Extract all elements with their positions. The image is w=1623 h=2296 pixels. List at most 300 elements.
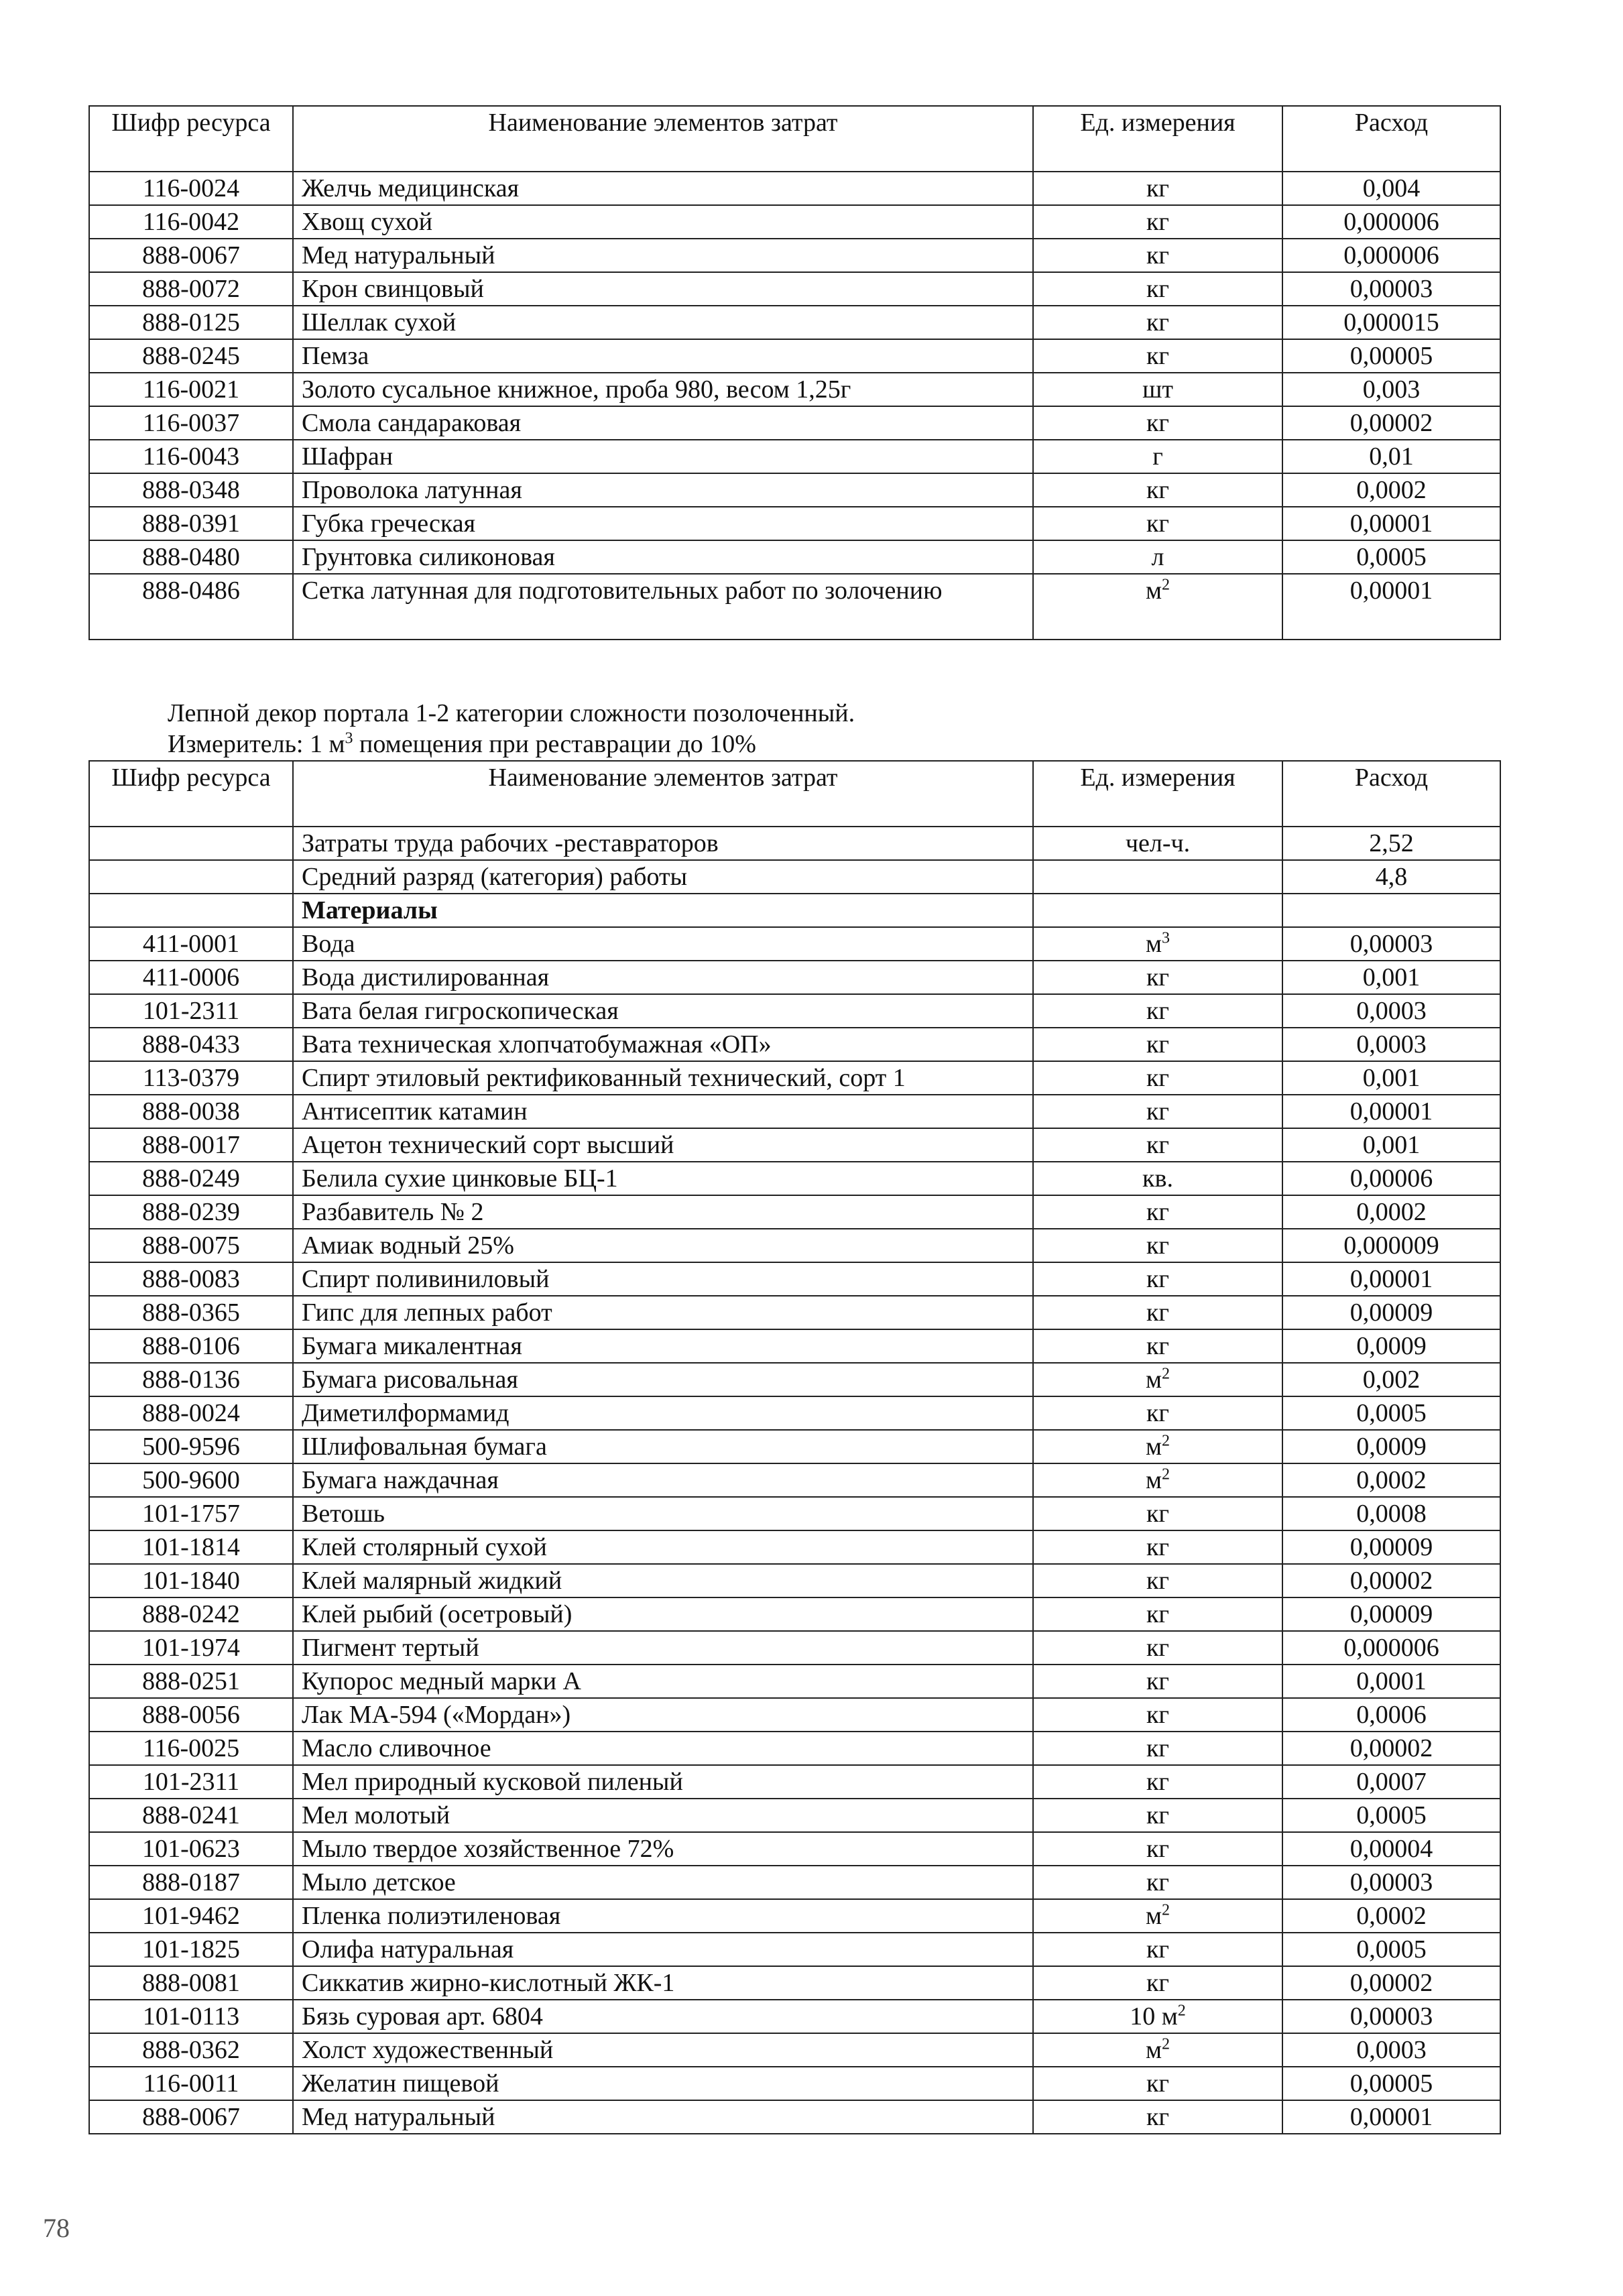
resource-name bbox=[293, 927, 1033, 961]
resource-unit-text: 10 м bbox=[1130, 2002, 1178, 2031]
table-row bbox=[89, 574, 1500, 640]
table-row bbox=[89, 1765, 1500, 1799]
resource-table-1 bbox=[88, 105, 1501, 640]
resource-name bbox=[293, 2067, 1033, 2100]
resource-code-text: 888-0486 bbox=[142, 577, 240, 605]
resource-unit bbox=[1033, 1363, 1282, 1396]
resource-name-text: Клей рыбий (осетровый) bbox=[302, 1600, 573, 1628]
resource-unit-text: г bbox=[1152, 442, 1163, 471]
resource-code bbox=[89, 272, 293, 306]
resource-code-text: 888-0348 bbox=[142, 476, 240, 504]
resource-name bbox=[293, 1262, 1033, 1296]
resource-code bbox=[89, 1732, 293, 1765]
resource-quantity bbox=[1282, 440, 1500, 473]
resource-unit bbox=[1033, 994, 1282, 1028]
resource-unit bbox=[1033, 1497, 1282, 1530]
resource-quantity-text: 0,00001 bbox=[1349, 577, 1433, 605]
unit-exponent: 2 bbox=[1162, 1365, 1170, 1383]
resource-quantity bbox=[1282, 1564, 1500, 1597]
resource-code bbox=[89, 306, 293, 339]
table-row bbox=[89, 2000, 1500, 2033]
resource-name-text: Вода bbox=[302, 930, 355, 958]
resource-name-text: Клей малярный жидкий bbox=[302, 1567, 562, 1595]
resource-code bbox=[89, 1966, 293, 2000]
resource-name-text: Купорос медный марки А bbox=[302, 1667, 581, 1695]
resource-unit bbox=[1033, 473, 1282, 507]
resource-unit bbox=[1033, 927, 1282, 961]
resource-quantity bbox=[1282, 1363, 1500, 1396]
resource-unit-text: л bbox=[1151, 543, 1164, 571]
resource-code bbox=[89, 1665, 293, 1698]
resource-unit bbox=[1033, 860, 1282, 894]
resource-code bbox=[89, 540, 293, 574]
resource-quantity bbox=[1282, 1128, 1500, 1162]
resource-code-text: 116-0024 bbox=[142, 174, 240, 202]
resource-unit-text: кг bbox=[1146, 1701, 1170, 1729]
resource-quantity bbox=[1282, 172, 1500, 205]
resource-name bbox=[293, 1966, 1033, 2000]
resource-name bbox=[293, 1530, 1033, 1564]
resource-code bbox=[89, 827, 293, 860]
resource-quantity-text: 4,8 bbox=[1375, 863, 1408, 891]
table-row bbox=[89, 860, 1500, 894]
resource-unit bbox=[1033, 894, 1282, 927]
resource-code bbox=[89, 1128, 293, 1162]
resource-name-text: Крон свинцовый bbox=[302, 275, 484, 303]
resource-name bbox=[293, 1028, 1033, 1061]
resource-name bbox=[293, 1832, 1033, 1866]
resource-name bbox=[293, 1229, 1033, 1262]
resource-quantity-text: 0,00001 bbox=[1349, 1097, 1433, 1126]
resource-name bbox=[293, 1363, 1033, 1396]
resource-unit-text: кг bbox=[1146, 1969, 1170, 1997]
resource-name-text: Мел природный кусковой пиленый bbox=[302, 1768, 683, 1796]
resource-unit-text: кг bbox=[1146, 342, 1170, 370]
resource-quantity bbox=[1282, 1396, 1500, 1430]
resource-unit-text: кг bbox=[1146, 1533, 1170, 1561]
resource-quantity-text: 0,000015 bbox=[1343, 308, 1439, 337]
resource-quantity-text: 0,0009 bbox=[1356, 1433, 1427, 1461]
resource-code-text: 411-0006 bbox=[142, 963, 240, 991]
resource-quantity bbox=[1282, 205, 1500, 239]
resource-code bbox=[89, 339, 293, 373]
resource-quantity bbox=[1282, 1732, 1500, 1765]
resource-quantity-text: 0,0003 bbox=[1356, 1030, 1427, 1059]
resource-quantity bbox=[1282, 1162, 1500, 1195]
resource-code-text: 888-0067 bbox=[142, 2103, 240, 2131]
resource-unit-text: шт bbox=[1142, 375, 1173, 404]
resource-name-text: Материалы bbox=[302, 896, 438, 924]
table-row bbox=[89, 406, 1500, 440]
resource-name-text: Амиак водный 25% bbox=[302, 1231, 514, 1260]
resource-unit-text: м bbox=[1145, 1366, 1162, 1394]
resource-unit bbox=[1033, 1296, 1282, 1329]
table-row bbox=[89, 1463, 1500, 1497]
resource-unit bbox=[1033, 1866, 1282, 1899]
resource-unit-text: кг bbox=[1146, 1667, 1170, 1695]
resource-quantity bbox=[1282, 1497, 1500, 1530]
resource-code-text: 888-0024 bbox=[142, 1399, 240, 1427]
resource-code-text: 116-0042 bbox=[142, 208, 240, 236]
resource-code bbox=[89, 1296, 293, 1329]
resource-unit bbox=[1033, 1061, 1282, 1095]
resource-quantity-text: 0,0003 bbox=[1356, 997, 1427, 1025]
resource-unit-text: кг bbox=[1146, 1835, 1170, 1863]
resource-quantity-text: 0,000006 bbox=[1343, 1634, 1439, 1662]
resource-unit bbox=[1033, 1128, 1282, 1162]
resource-name-text: Затраты труда рабочих -реставраторов bbox=[302, 829, 719, 857]
table-row bbox=[89, 2033, 1500, 2067]
resource-quantity-text: 0,001 bbox=[1362, 963, 1421, 991]
unit-exponent: 3 bbox=[1162, 929, 1170, 947]
table-header-row bbox=[89, 761, 1500, 827]
resource-name-text: Губка греческая bbox=[302, 509, 476, 538]
resource-unit bbox=[1033, 1195, 1282, 1229]
resource-code-text: 116-0043 bbox=[142, 442, 240, 471]
table-row bbox=[89, 373, 1500, 406]
resource-name-text: Желчь медицинская bbox=[302, 174, 520, 202]
table-row bbox=[89, 894, 1500, 927]
resource-code-text: 101-9462 bbox=[142, 1902, 240, 1930]
resource-code bbox=[89, 1463, 293, 1497]
resource-unit-text: кг bbox=[1146, 275, 1170, 303]
resource-unit-text: кг bbox=[1146, 1131, 1170, 1159]
resource-name bbox=[293, 1564, 1033, 1597]
resource-quantity bbox=[1282, 406, 1500, 440]
resource-code bbox=[89, 894, 293, 927]
resource-quantity bbox=[1282, 1061, 1500, 1095]
table-row bbox=[89, 1732, 1500, 1765]
table-row bbox=[89, 239, 1500, 272]
resource-quantity bbox=[1282, 2000, 1500, 2033]
resource-name-text: Шафран bbox=[302, 442, 394, 471]
resource-code-text: 101-2311 bbox=[142, 997, 240, 1025]
resource-quantity-text: 0,00003 bbox=[1349, 275, 1433, 303]
unit-exponent: 2 bbox=[1162, 1465, 1170, 1484]
unit-exponent: 2 bbox=[1162, 1901, 1170, 1919]
resource-code bbox=[89, 440, 293, 473]
section-caption-measure bbox=[168, 729, 756, 760]
resource-name-text: Спирт поливиниловый bbox=[302, 1265, 550, 1293]
resource-quantity bbox=[1282, 1631, 1500, 1665]
resource-code bbox=[89, 507, 293, 540]
resource-unit bbox=[1033, 406, 1282, 440]
resource-name-text: Пленка полиэтиленовая bbox=[302, 1902, 561, 1930]
resource-quantity-text: 0,0002 bbox=[1356, 476, 1427, 504]
resource-quantity-text: 0,0001 bbox=[1356, 1667, 1427, 1695]
resource-name-text: Разбавитель № 2 bbox=[302, 1198, 484, 1226]
resource-code bbox=[89, 1933, 293, 1966]
resource-name bbox=[293, 2000, 1033, 2033]
resource-quantity-text: 0,0009 bbox=[1356, 1332, 1427, 1360]
table-row bbox=[89, 961, 1500, 994]
table-row bbox=[89, 1631, 1500, 1665]
resource-unit bbox=[1033, 540, 1282, 574]
section-caption-title: Лепной декор портала 1-2 категории сложности позолоченный. bbox=[168, 699, 855, 727]
header-qty: Расход bbox=[1282, 106, 1500, 172]
resource-name bbox=[293, 473, 1033, 507]
resource-code bbox=[89, 1899, 293, 1933]
resource-quantity bbox=[1282, 272, 1500, 306]
resource-name bbox=[293, 1061, 1033, 1095]
resource-quantity bbox=[1282, 473, 1500, 507]
resource-name bbox=[293, 827, 1033, 860]
resource-name bbox=[293, 507, 1033, 540]
resource-code bbox=[89, 205, 293, 239]
resource-quantity-text: 0,00003 bbox=[1349, 2002, 1433, 2031]
header-name: Наименование элементов затрат bbox=[293, 761, 1033, 827]
resource-code bbox=[89, 172, 293, 205]
resource-unit-text: м bbox=[1145, 1433, 1162, 1461]
resource-unit bbox=[1033, 1698, 1282, 1732]
resource-quantity-text: 0,00005 bbox=[1349, 342, 1433, 370]
resource-quantity-text: 0,001 bbox=[1362, 1131, 1421, 1159]
resource-unit bbox=[1033, 2067, 1282, 2100]
table-row bbox=[89, 1296, 1500, 1329]
resource-code-text: 888-0125 bbox=[142, 308, 240, 337]
resource-name bbox=[293, 306, 1033, 339]
resource-code-text: 116-0025 bbox=[142, 1734, 240, 1762]
resource-name-text: Белила сухие цинковые БЦ-1 bbox=[302, 1164, 618, 1193]
resource-unit-text: кг bbox=[1146, 1567, 1170, 1595]
resource-quantity-text: 2,52 bbox=[1369, 829, 1414, 857]
resource-quantity-text: 0,0002 bbox=[1356, 1902, 1427, 1930]
resource-name bbox=[293, 540, 1033, 574]
resource-code bbox=[89, 1262, 293, 1296]
resource-code-text: 101-1840 bbox=[142, 1567, 240, 1595]
resource-unit bbox=[1033, 172, 1282, 205]
resource-unit bbox=[1033, 2000, 1282, 2033]
table-row bbox=[89, 172, 1500, 205]
resource-quantity bbox=[1282, 860, 1500, 894]
resource-name-text: Бязь суровая арт. 6804 bbox=[302, 2002, 543, 2031]
resource-quantity bbox=[1282, 373, 1500, 406]
table-row bbox=[89, 1597, 1500, 1631]
resource-name-text: Лак МА-594 («Мордан») bbox=[302, 1701, 571, 1729]
resource-name bbox=[293, 1765, 1033, 1799]
resource-quantity bbox=[1282, 1463, 1500, 1497]
resource-name bbox=[293, 1396, 1033, 1430]
resource-unit bbox=[1033, 574, 1282, 640]
resource-code-text: 101-1974 bbox=[142, 1634, 240, 1662]
resource-unit-text: кг bbox=[1146, 1231, 1170, 1260]
resource-quantity-text: 0,0005 bbox=[1356, 1935, 1427, 1963]
resource-code-text: 888-0245 bbox=[142, 342, 240, 370]
resource-name bbox=[293, 1799, 1033, 1832]
resource-code-text: 888-0072 bbox=[142, 275, 240, 303]
resource-code bbox=[89, 1363, 293, 1396]
resource-unit bbox=[1033, 1966, 1282, 2000]
resource-code-text: 101-0623 bbox=[142, 1835, 240, 1863]
table-row bbox=[89, 1866, 1500, 1899]
resource-code bbox=[89, 1329, 293, 1363]
resource-unit-text: кг bbox=[1146, 1868, 1170, 1896]
resource-code-text: 888-0242 bbox=[142, 1600, 240, 1628]
resource-quantity bbox=[1282, 894, 1500, 927]
resource-code bbox=[89, 473, 293, 507]
resource-quantity bbox=[1282, 1530, 1500, 1564]
table-row bbox=[89, 927, 1500, 961]
resource-quantity bbox=[1282, 827, 1500, 860]
resource-code-text: 116-0011 bbox=[143, 2069, 239, 2098]
resource-unit-text: кг bbox=[1146, 308, 1170, 337]
resource-code-text: 101-1825 bbox=[142, 1935, 240, 1963]
table-row bbox=[89, 1966, 1500, 2000]
resource-quantity bbox=[1282, 1262, 1500, 1296]
resource-unit bbox=[1033, 1530, 1282, 1564]
resource-code-text: 888-0433 bbox=[142, 1030, 240, 1059]
resource-unit bbox=[1033, 1262, 1282, 1296]
resource-unit bbox=[1033, 1229, 1282, 1262]
resource-unit-text: м bbox=[1145, 577, 1162, 605]
resource-quantity bbox=[1282, 961, 1500, 994]
resource-quantity bbox=[1282, 1430, 1500, 1463]
resource-code bbox=[89, 961, 293, 994]
resource-name-text: Ацетон технический сорт высший bbox=[302, 1131, 674, 1159]
resource-code-text: 101-2311 bbox=[142, 1768, 240, 1796]
resource-quantity-text: 0,00005 bbox=[1349, 2069, 1433, 2098]
resource-name-text: Холст художественный bbox=[302, 2036, 554, 2064]
resource-name-text: Мед натуральный bbox=[302, 2103, 495, 2131]
resource-name bbox=[293, 1296, 1033, 1329]
resource-code-text: 888-0241 bbox=[142, 1801, 240, 1829]
resource-unit bbox=[1033, 440, 1282, 473]
resource-name-text: Спирт этиловый ректификованный технический, сорт 1 bbox=[302, 1064, 906, 1092]
resource-unit-text: кг bbox=[1146, 1634, 1170, 1662]
resource-code bbox=[89, 2000, 293, 2033]
resource-name-text: Средний разряд (категория) работы bbox=[302, 863, 688, 891]
resource-name-text: Пемза bbox=[302, 342, 369, 370]
table-row bbox=[89, 339, 1500, 373]
resource-unit bbox=[1033, 2100, 1282, 2134]
resource-unit bbox=[1033, 1732, 1282, 1765]
resource-name-text: Бумага рисовальная bbox=[302, 1366, 518, 1394]
table-row bbox=[89, 1698, 1500, 1732]
resource-unit bbox=[1033, 1665, 1282, 1698]
resource-name-text: Вода дистилированная bbox=[302, 963, 550, 991]
resource-unit-text: кг bbox=[1146, 1768, 1170, 1796]
header-code: Шифр ресурса bbox=[89, 761, 293, 827]
resource-quantity-text: 0,00002 bbox=[1349, 1567, 1433, 1595]
measure-exponent: 3 bbox=[345, 729, 353, 747]
resource-code bbox=[89, 1396, 293, 1430]
measure-prefix: Измеритель: 1 м bbox=[168, 730, 345, 758]
resource-unit bbox=[1033, 961, 1282, 994]
resource-code-text: 888-0106 bbox=[142, 1332, 240, 1360]
table-row bbox=[89, 1899, 1500, 1933]
table-row bbox=[89, 1095, 1500, 1128]
resource-unit bbox=[1033, 2033, 1282, 2067]
resource-code-text: 116-0037 bbox=[142, 409, 240, 437]
resource-code-text: 888-0067 bbox=[142, 241, 240, 269]
resource-unit bbox=[1033, 373, 1282, 406]
resource-name bbox=[293, 1899, 1033, 1933]
resource-name bbox=[293, 1162, 1033, 1195]
table-row bbox=[89, 1430, 1500, 1463]
resource-quantity-text: 0,0005 bbox=[1356, 1399, 1427, 1427]
resource-unit-text: кг bbox=[1146, 1265, 1170, 1293]
table-row bbox=[89, 2100, 1500, 2134]
resource-name bbox=[293, 1497, 1033, 1530]
resource-quantity-text: 0,00004 bbox=[1349, 1835, 1433, 1863]
resource-name-text: Клей столярный сухой bbox=[302, 1533, 547, 1561]
resource-quantity bbox=[1282, 1597, 1500, 1631]
table-row bbox=[89, 205, 1500, 239]
resource-quantity-text: 0,00001 bbox=[1349, 1265, 1433, 1293]
resource-name-text: Мед натуральный bbox=[302, 241, 495, 269]
resource-quantity-text: 0,0002 bbox=[1356, 1198, 1427, 1226]
resource-quantity bbox=[1282, 1665, 1500, 1698]
resource-unit-text: м bbox=[1145, 1466, 1162, 1494]
resource-code bbox=[89, 574, 293, 640]
unit-exponent: 2 bbox=[1162, 1432, 1170, 1450]
resource-quantity-text: 0,0005 bbox=[1356, 1801, 1427, 1829]
resource-code-text: 888-0081 bbox=[142, 1969, 240, 1997]
resource-code bbox=[89, 1866, 293, 1899]
resource-name-text: Грунтовка силиконовая bbox=[302, 543, 555, 571]
resource-unit bbox=[1033, 1396, 1282, 1430]
resource-name bbox=[293, 406, 1033, 440]
resource-unit-text: кг bbox=[1146, 1332, 1170, 1360]
resource-code-text: 101-1814 bbox=[142, 1533, 240, 1561]
resource-name bbox=[293, 574, 1033, 640]
resource-code bbox=[89, 1061, 293, 1095]
resource-unit-text: кг bbox=[1146, 997, 1170, 1025]
resource-quantity-text: 0,003 bbox=[1362, 375, 1421, 404]
resource-name-text: Мыло детское bbox=[302, 1868, 456, 1896]
resource-name bbox=[293, 1866, 1033, 1899]
resource-quantity bbox=[1282, 1028, 1500, 1061]
resource-quantity bbox=[1282, 339, 1500, 373]
table-row bbox=[89, 994, 1500, 1028]
resource-quantity bbox=[1282, 2033, 1500, 2067]
resource-name bbox=[293, 994, 1033, 1028]
resource-name bbox=[293, 2033, 1033, 2067]
resource-name-text: Олифа натуральная bbox=[302, 1935, 514, 1963]
resource-unit-text: чел-ч. bbox=[1125, 829, 1191, 857]
resource-code bbox=[89, 1028, 293, 1061]
resource-name bbox=[293, 172, 1033, 205]
resource-name-text: Гипс для лепных работ bbox=[302, 1298, 552, 1327]
resource-quantity bbox=[1282, 239, 1500, 272]
resource-unit bbox=[1033, 507, 1282, 540]
resource-name-text: Ветошь bbox=[302, 1500, 385, 1528]
resource-unit bbox=[1033, 1329, 1282, 1363]
resource-unit-text: кг bbox=[1146, 1064, 1170, 1092]
resource-code-text: 101-0113 bbox=[142, 2002, 240, 2031]
table-row bbox=[89, 1162, 1500, 1195]
resource-unit-text: кв. bbox=[1142, 1164, 1173, 1193]
resource-code-text: 113-0379 bbox=[142, 1064, 240, 1092]
resource-name bbox=[293, 239, 1033, 272]
page-number: 78 bbox=[43, 2213, 70, 2243]
resource-quantity bbox=[1282, 1866, 1500, 1899]
resource-code-text: 500-9600 bbox=[142, 1466, 240, 1494]
resource-quantity-text: 0,00002 bbox=[1349, 409, 1433, 437]
resource-name-text: Шеллак сухой bbox=[302, 308, 457, 337]
resource-quantity-text: 0,000009 bbox=[1343, 1231, 1439, 1260]
resource-unit-text: кг bbox=[1146, 174, 1170, 202]
resource-code-text: 888-0017 bbox=[142, 1131, 240, 1159]
resource-quantity bbox=[1282, 994, 1500, 1028]
resource-code-text: 888-0187 bbox=[142, 1868, 240, 1896]
table-row bbox=[89, 1262, 1500, 1296]
resource-name-text: Проволока латунная bbox=[302, 476, 522, 504]
table-row bbox=[89, 1530, 1500, 1564]
resource-unit-text: кг bbox=[1146, 1198, 1170, 1226]
table-row bbox=[89, 1229, 1500, 1262]
resource-unit-text: кг bbox=[1146, 241, 1170, 269]
